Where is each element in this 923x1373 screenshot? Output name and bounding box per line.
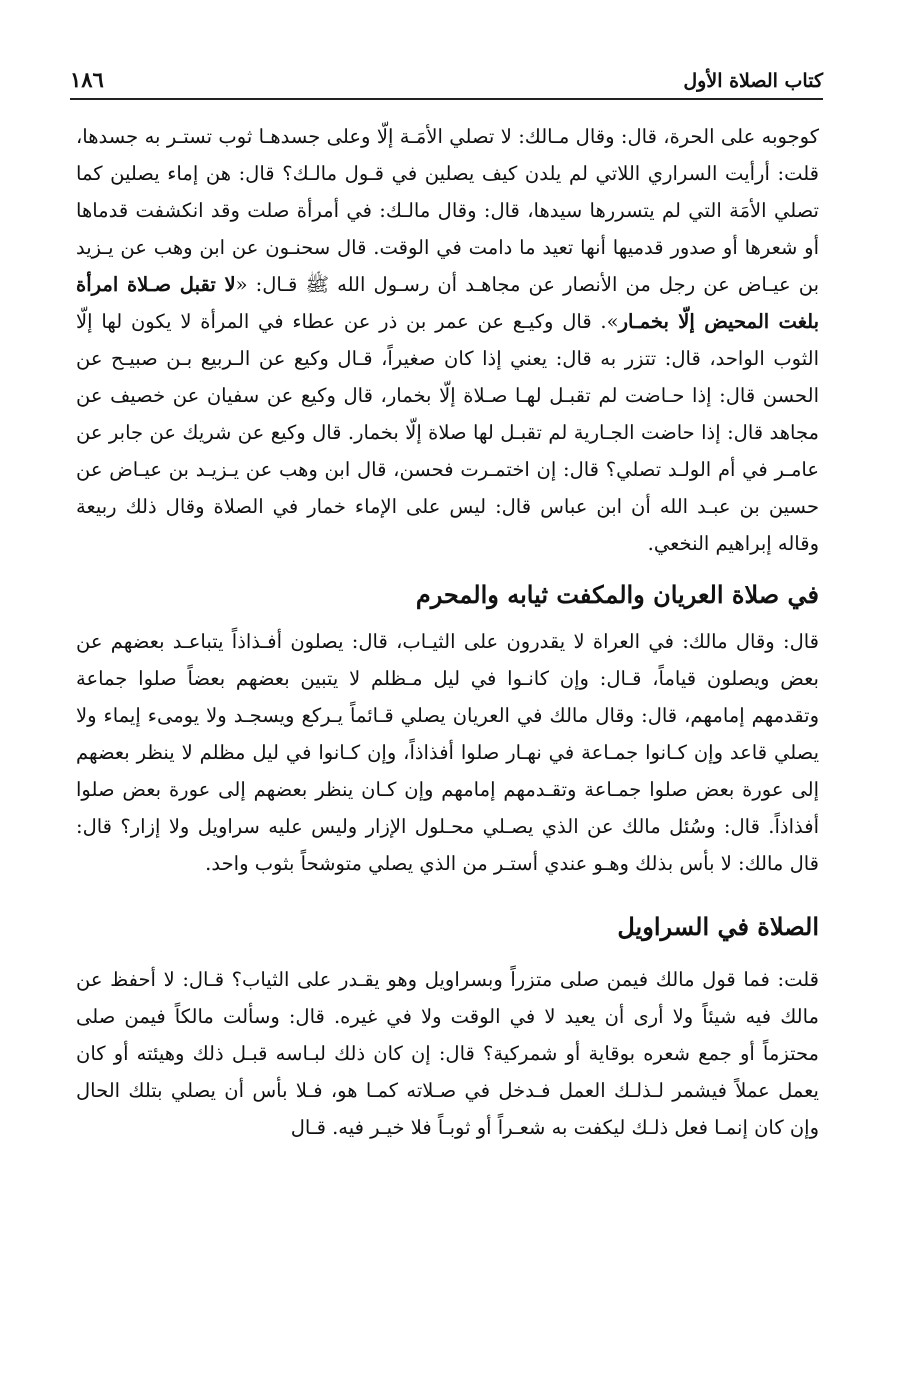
- paragraph-text-part-b: ». قال وكيـع عن عمر بن ذر عن عطاء في المرأة لا يكون لها إلّا الثوب الواحد، قال: تتزر به قال: يعني إذا كان صغيراً، قـال وكيع عن الـربيع بـن صبيـح عن الحسن قال: إذا حـاضت لم تقبـل لهـا صـلاة إلّا بخمار، قال وكيع عن سفيان عن خصيف عن مجاهد قال: إذا حاضت الجـارية لم تقبـل لها صلاة إلّا بخمار. قال وكيع عن شريك عن جابر عن عامـر في أم الولـد تصلي؟ قال: إن اختمـرت فحسن، قال ابن وهب عن يـزيـد بن عيـاض عن حسين بن عبـد الله أن ابن عباس قال: ليس على الإماء خمار في الصلاة وقال ذلك ربيعة وقاله إبراهيم النخعي.: [76, 310, 819, 555]
- paragraph-naked-prayer: قال: وقال مالك: في العراة لا يقدرون على الثيـاب، قال: يصلون أفـذاذاً يتباعـد بعضهم عن بعض ويصلون قياماً، قـال: وإن كانـوا في ليل مـظلم لا يتبين بعضهم بعضاً صلوا جماعة وتقدمهم إمامهم، قال: وقال مالك في العريان يصلي قـائماً يـركع ويسجـد ولا يومىء إيماء ولا يصلي قاعد وإن كـانوا جمـاعة في نهـار صلوا أفذاذاً، وإن كـانوا في ليل مظلم لا ينظر بعضهم إلى عورة بعض صلوا جمـاعة وتقـدمهم إمامهم وإن كـان ينظر بعضهم إلى عورة بعض صلوا أفذاذاً. قال: وسُئل مالك عن الذي يصـلي محـلول الإزار وليس عليه سراويل ولا إزار؟ قال: قال مالك: لا بأس بذلك وهـو عندي أستـر من الذي يصلي متوشحاً بثوب واحد.: [76, 630, 819, 875]
- bold-hadith-quote: لا تقبل صـلاة امرأة بلغت المحيض إلّا بخمـار: [76, 273, 819, 333]
- page-header: [70, 52, 823, 100]
- paragraph-hadith-women-prayer: [76, 118, 819, 562]
- page-number: ١٨٦: [70, 67, 104, 92]
- book-title: كتاب الصلاة الأول: [683, 70, 823, 92]
- page-body: [76, 118, 819, 1146]
- section-heading-trousers-prayer: الصلاة في السراويل: [617, 912, 819, 941]
- paragraph-trousers-prayer: قلت: فما قول مالك فيمن صلى متزراً وبسراويل وهو يقـدر على الثياب؟ قـال: لا أحفظ عن مالك فيه شيئاً ولا أرى أن يعيد لا في الوقت ولا في غيره. قال: وسألت مالكاً فيمن صلى محتزماً أو جمع شعره بوقاية أو شمركية؟ قال: إن كان ذلك لبـاسه قبـل ذلك وهيئته أو كان يعمل عملاً فيشمر لـذلـك العمل فـدخل في صـلاته كمـا هو، فـلا بأس أن يصلي بتلك الحال وإن كان إنمـا فعل ذلـك ليكفت به شعـراً أو ثوبـاً فلا خيـر فيه. قـال: [76, 968, 819, 1139]
- section-heading-naked-prayer: في صلاة العريان والمكفت ثيابه والمحرم: [415, 580, 819, 609]
- paragraph-text-part-a: كوجوبه على الحرة، قال: وقال مـالك: لا تصلي الأمَـة إلّا وعلى جسدهـا ثوب تستـر به جسدها، قلت: أرأيت السراري اللاتي لم يلدن كيف يصلين في قـول مالـك؟ قال: هن إماء يصلين كما تصلي الأمَة التي لم يتسررها سيدها، قال: وقال مالـك: في أمرأة صلت وقد انكشفت قدماها أو شعرها أو صدور قدميها أنها تعيد ما دامت في الوقت. قال سحنـون عن ابن وهب عن يـزيد بن عيـاض عن رجل من الأنصار عن مجاهـد أن رسـول الله ﷺ قـال: «: [76, 125, 819, 296]
